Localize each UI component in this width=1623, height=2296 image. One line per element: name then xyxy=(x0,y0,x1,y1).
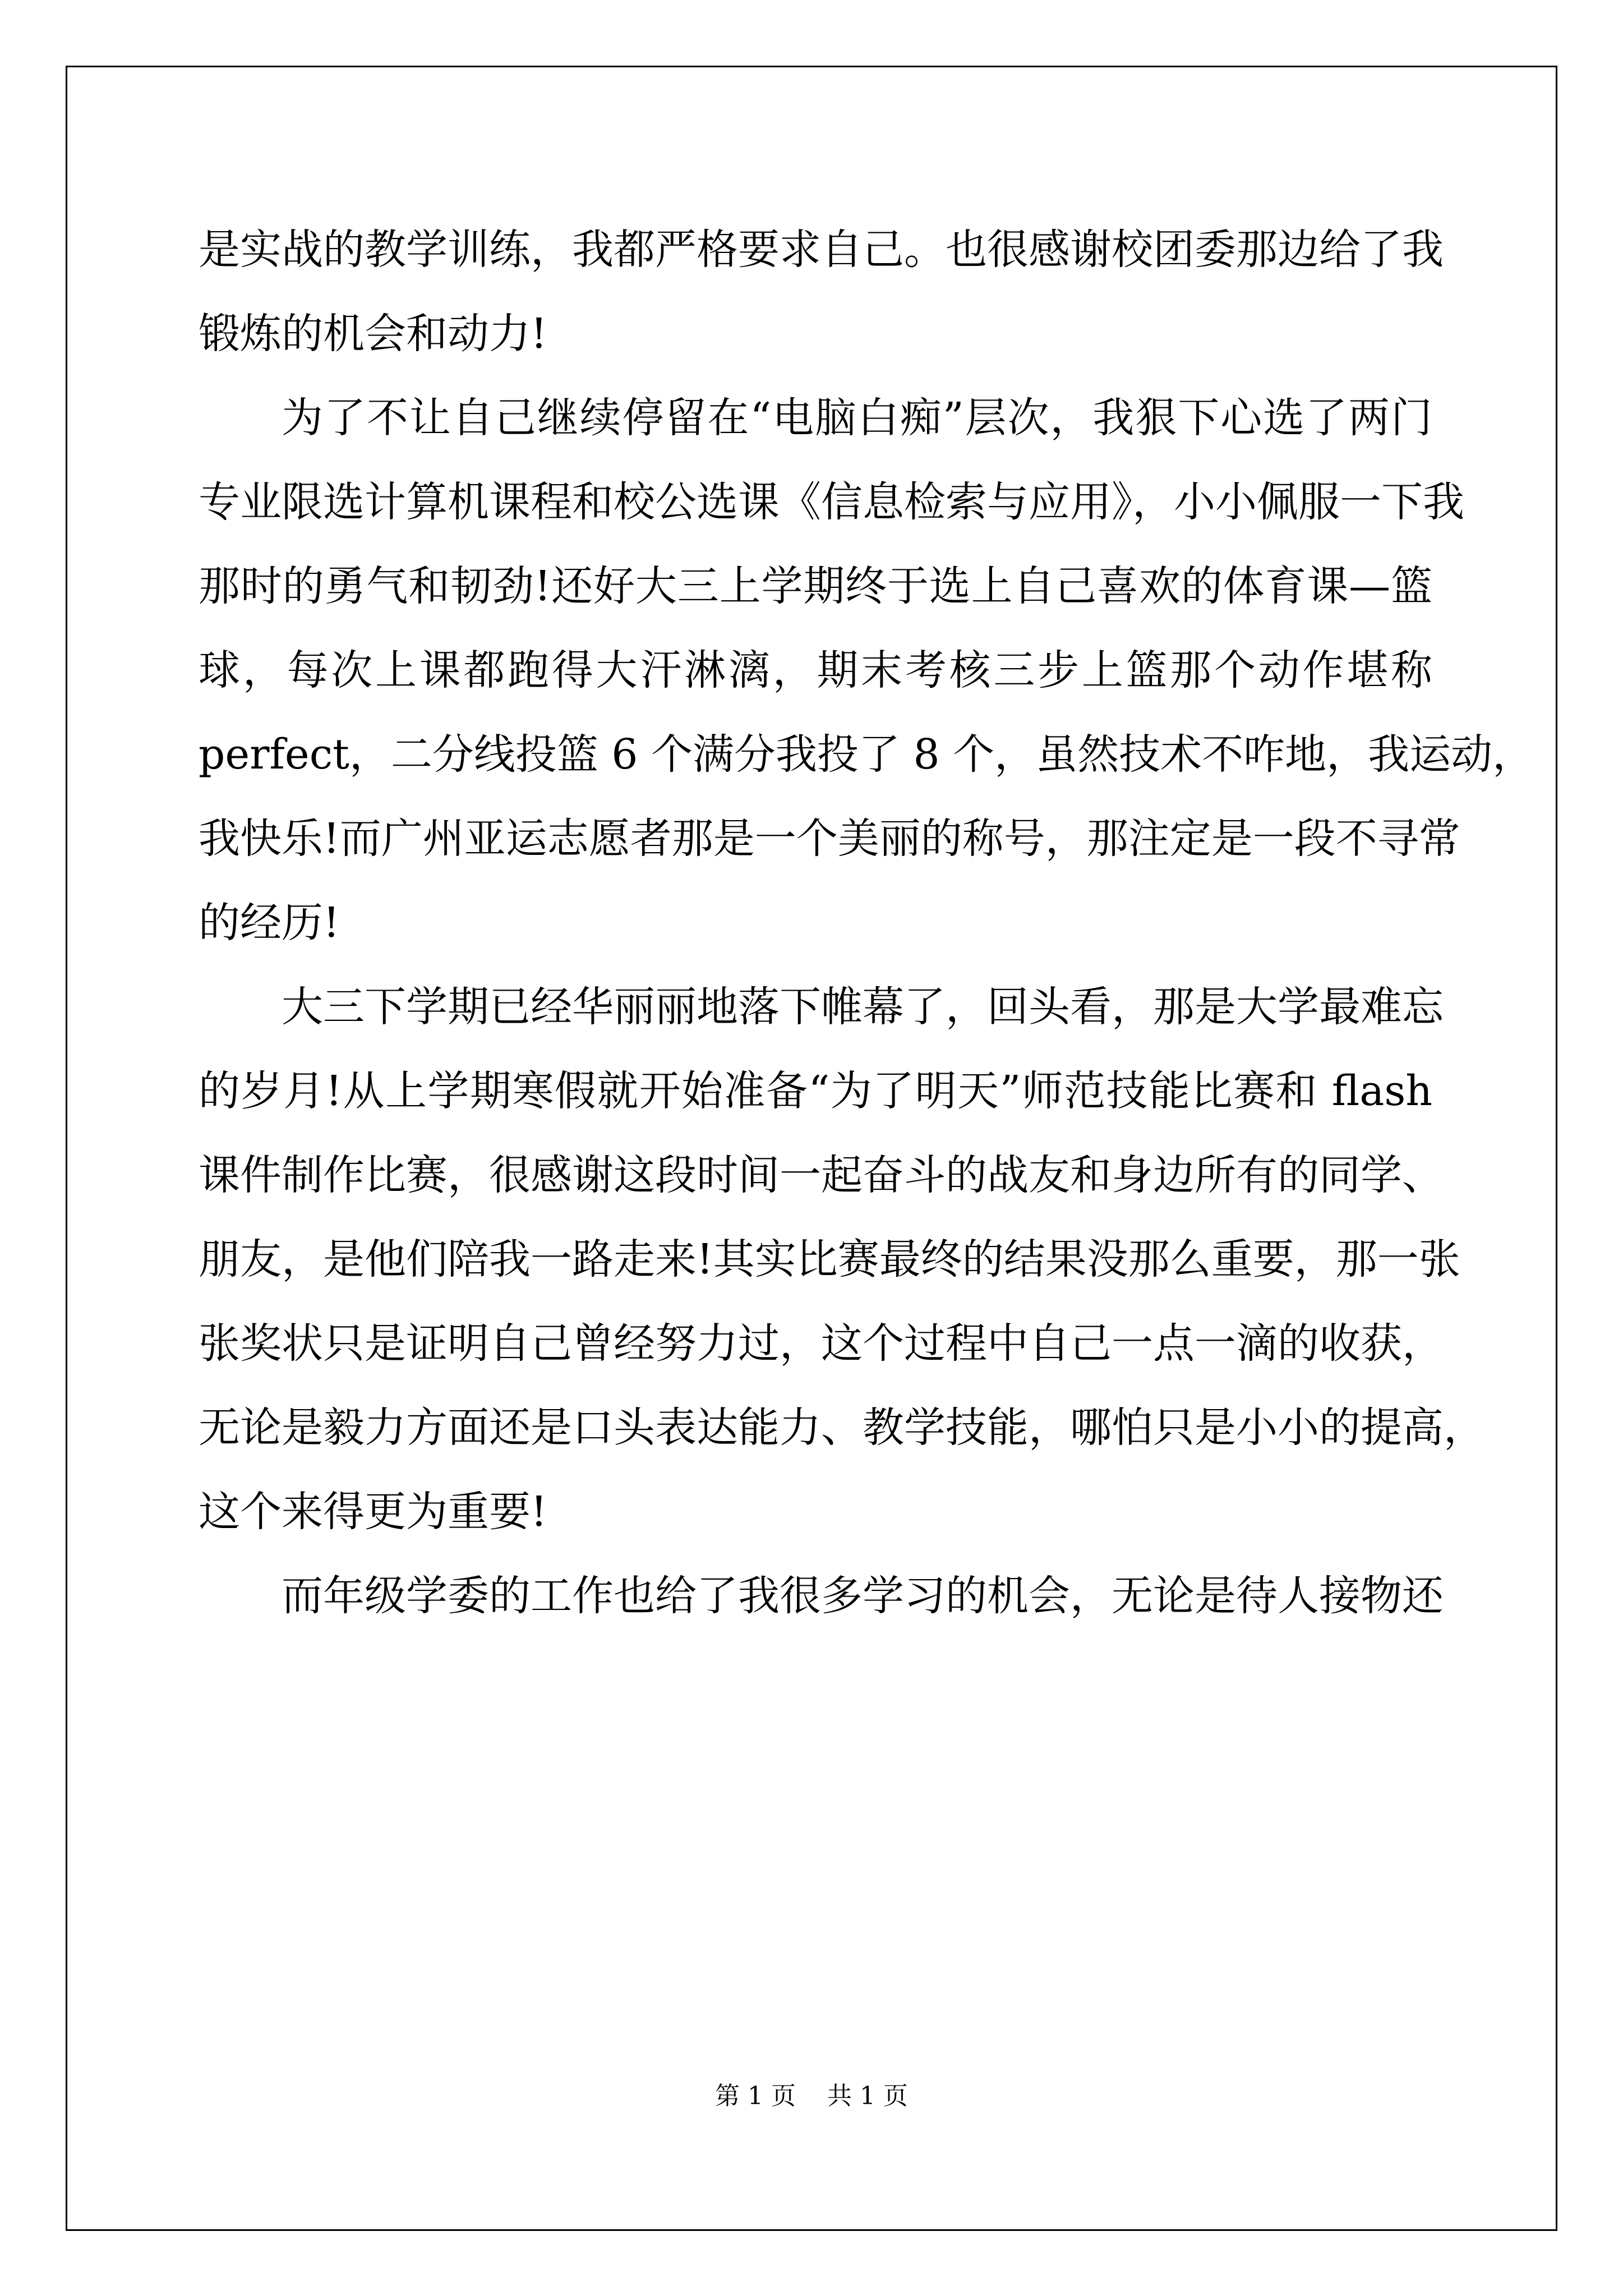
text-line: 无论是毅力方面还是口头表达能力、教学技能，哪怕只是小小的提高， xyxy=(199,1404,1485,1452)
text-line: 锻炼的机会和动力! xyxy=(199,310,547,358)
page-number-footer: 第 1 页 共 1 页 xyxy=(715,2082,908,2110)
document-body xyxy=(199,208,1534,1638)
text-line: 大三下学期已经华丽丽地落下帷幕了，回头看，那是大学最难忘 xyxy=(282,983,1444,1031)
text-line: 球，每次上课都跑得大汗淋漓，期末考核三步上篮那个动作堪称 xyxy=(199,646,1432,694)
text-line: 而年级学委的工作也给了我很多学习的机会，无论是待人接物还 xyxy=(282,1572,1444,1620)
text-line: 课件制作比赛，很感谢这段时间一起奋斗的战友和身边所有的同学、 xyxy=(199,1151,1444,1199)
text-line: 的岁月!从上学期寒假就开始准备“为了明天”师范技能比赛和 flash xyxy=(199,1067,1432,1115)
text-line: 的经历! xyxy=(199,899,340,947)
text-line: 朋友，是他们陪我一路走来!其实比赛最终的结果没那么重要，那一张 xyxy=(199,1235,1460,1283)
text-line: 这个来得更为重要! xyxy=(199,1488,547,1536)
text-line: 是实战的教学训练，我都严格要求自己。也很感谢校团委那边给了我 xyxy=(199,226,1444,274)
text-line: perfect，二分线投篮 6 个满分我投了 8 个，虽然技术不咋地，我运动， xyxy=(199,730,1534,779)
text-line: 专业限选计算机课程和校公选课《信息检索与应用》，小小佩服一下我 xyxy=(199,478,1464,526)
text-line: 我快乐!而广州亚运志愿者那是一个美丽的称号，那注定是一段不寻常 xyxy=(199,815,1460,863)
text-line: 张奖状只是证明自己曾经努力过，这个过程中自己一点一滴的收获， xyxy=(199,1319,1444,1368)
text-line: 为了不让自己继续停留在“电脑白痴”层次，我狠下心选了两门 xyxy=(282,394,1432,442)
text-line: 那时的勇气和韧劲!还好大三上学期终于选上自己喜欢的体育课—篮 xyxy=(199,562,1432,610)
